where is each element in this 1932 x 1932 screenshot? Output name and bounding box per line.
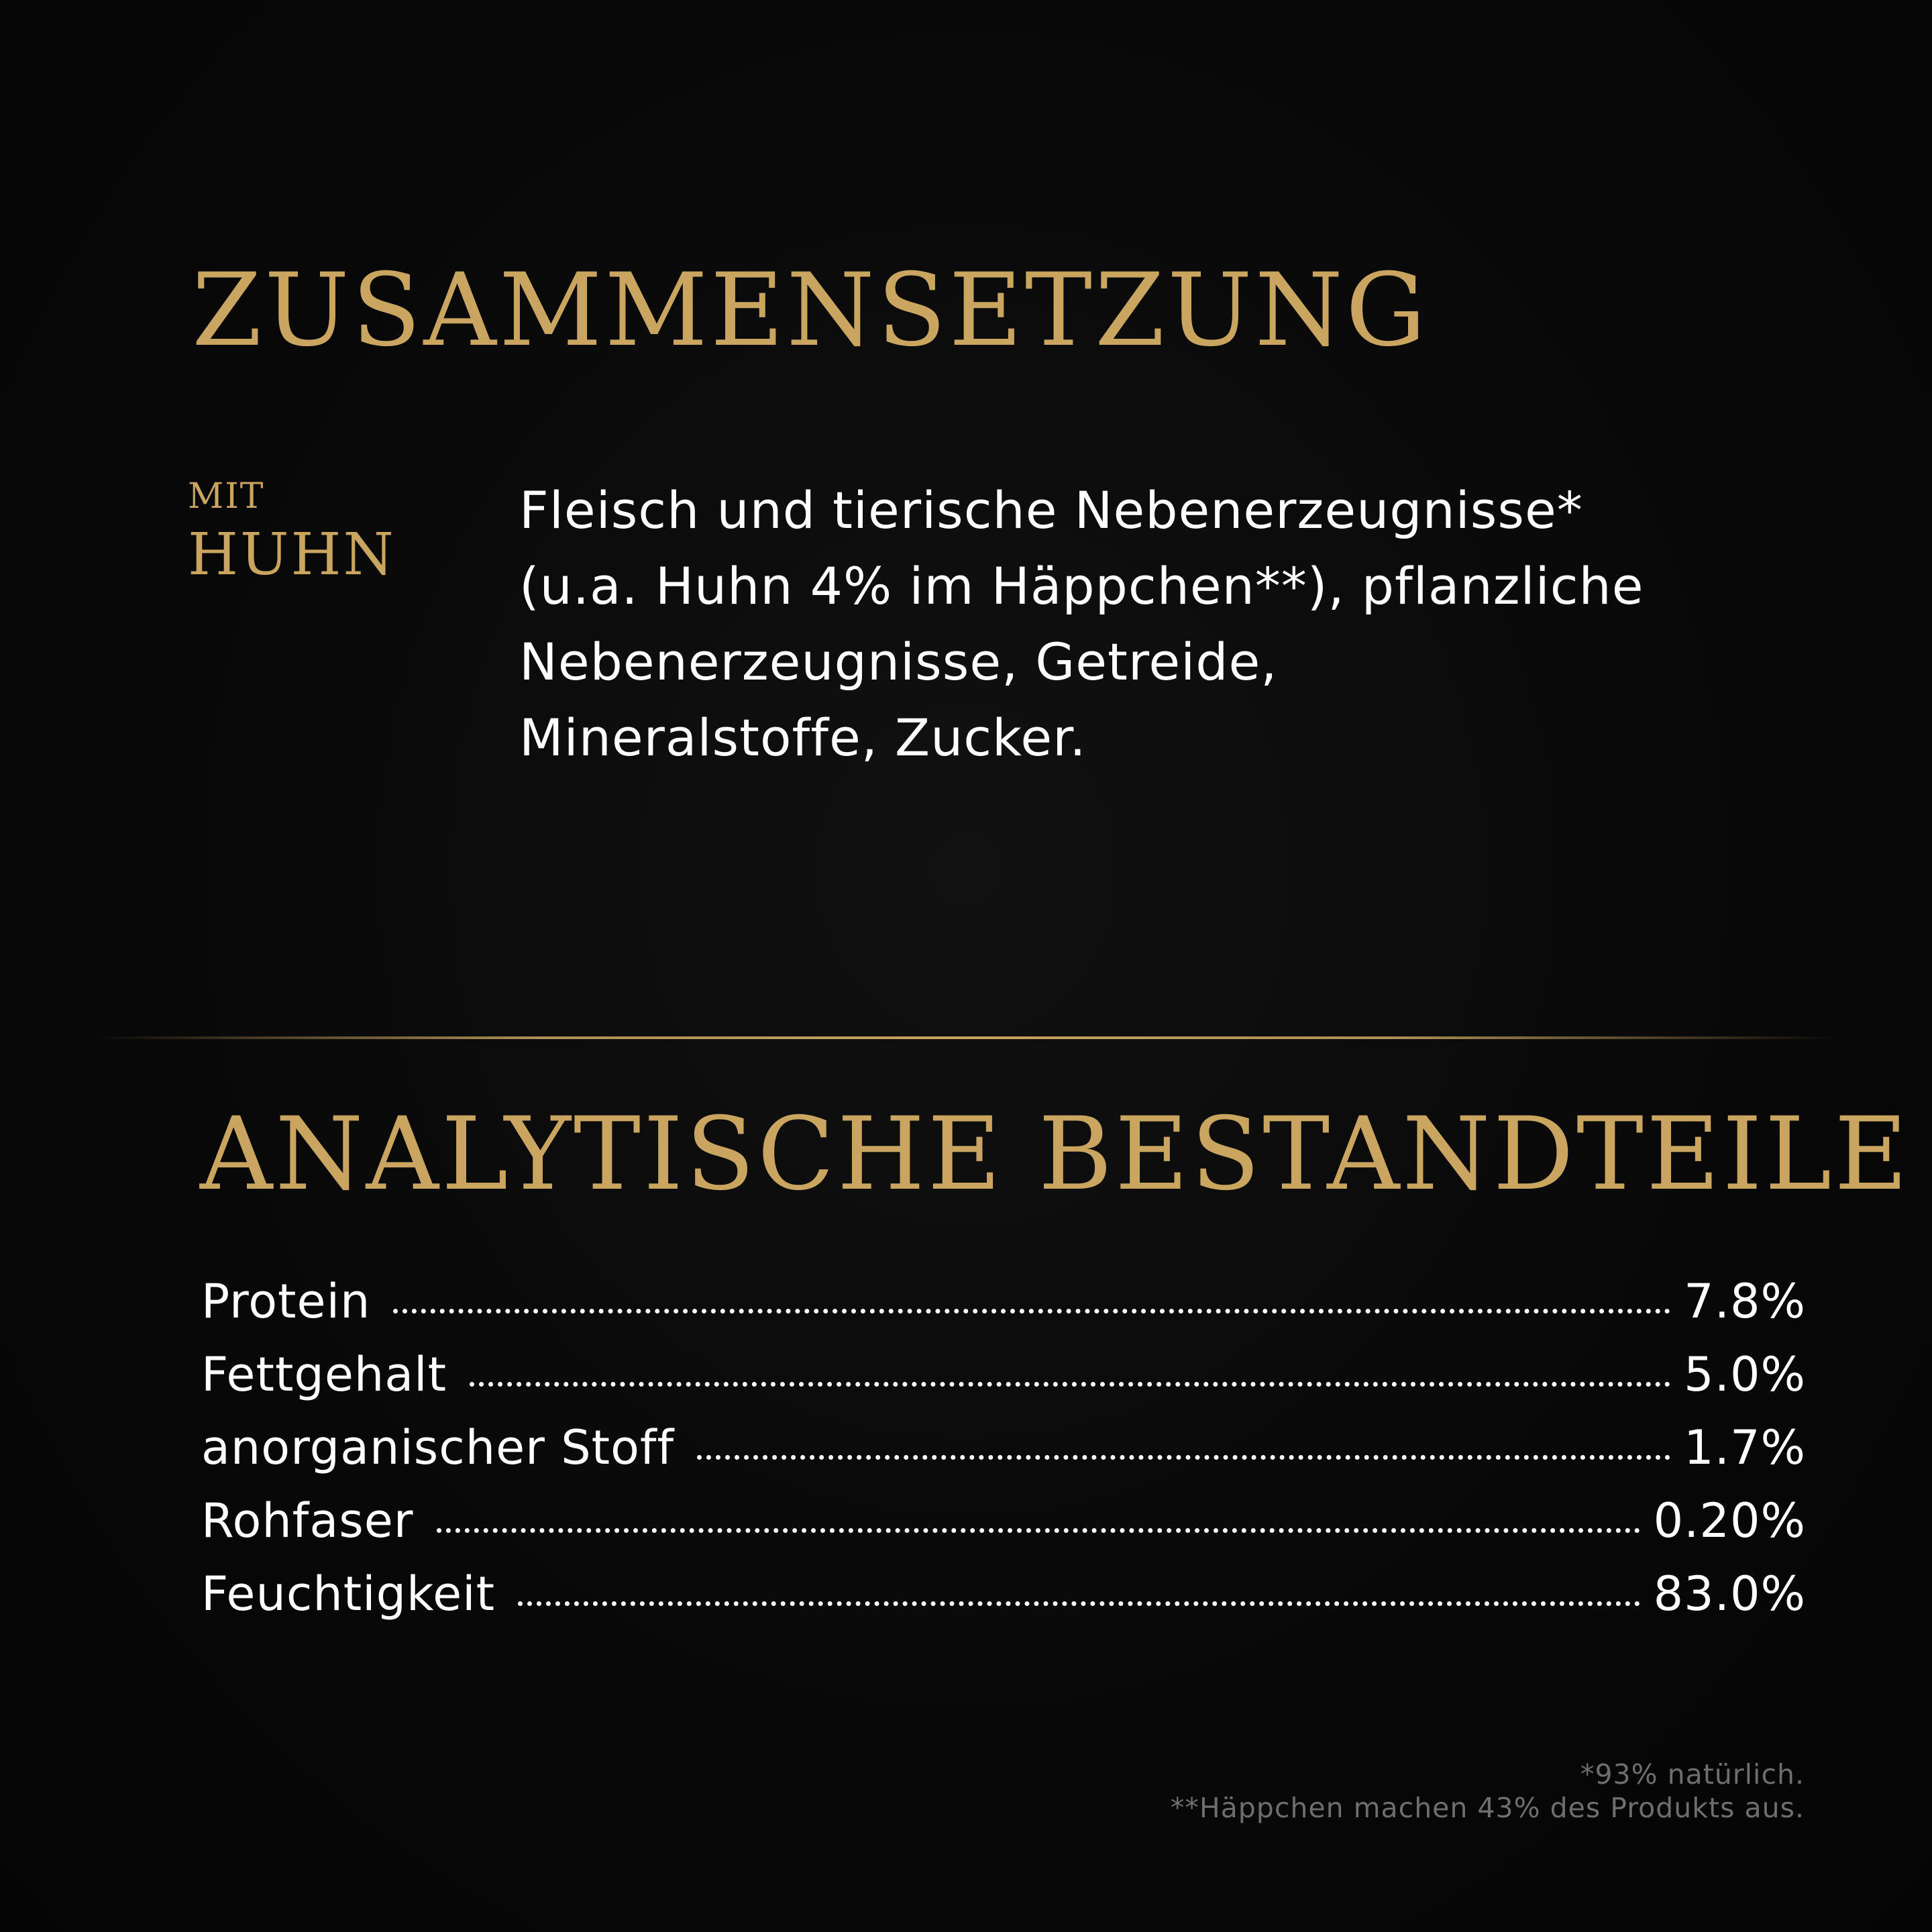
dot-leader [518, 1601, 1640, 1606]
dot-leader [393, 1309, 1670, 1313]
ingredients-line: (u.a. Huhn 4% im Häppchen**), pflanzliche [519, 556, 1644, 616]
composition-heading: ZUSAMMENSETZUNG [192, 252, 1429, 369]
nutrient-row [201, 1338, 1806, 1411]
nutrient-value: 83.0% [1653, 1566, 1806, 1621]
nutrient-label: Protein [201, 1274, 371, 1329]
dot-leader [470, 1382, 1670, 1387]
nutrient-row [201, 1558, 1806, 1631]
nutrient-row [201, 1265, 1806, 1338]
variant-name: HUHN [188, 521, 396, 588]
variant-prefix: MIT [188, 476, 265, 517]
dot-leader [697, 1455, 1670, 1460]
variant-label [188, 476, 396, 588]
footnote: *93% natürlich. [1580, 1758, 1805, 1790]
footnote: **Häppchen machen 43% des Produkts aus. [1170, 1792, 1805, 1824]
nutrient-label: Fettgehalt [201, 1347, 447, 1402]
ingredients-line: Mineralstoffe, Zucker. [519, 708, 1087, 767]
ingredients-text [519, 472, 1834, 775]
nutrient-label: Feuchtigkeit [201, 1566, 496, 1621]
nutrient-value: 0.20% [1653, 1493, 1806, 1548]
nutrient-value: 1.7% [1684, 1420, 1806, 1475]
analytics-heading: ANALYTISCHE BESTANDTEILE [200, 1096, 1911, 1213]
dot-leader [437, 1528, 1640, 1533]
footnotes [1171, 1758, 1805, 1825]
ingredients-line: Nebenerzeugnisse, Getreide, [519, 632, 1278, 692]
nutrient-label: anorganischer Stoff [201, 1420, 675, 1475]
nutrient-row [201, 1411, 1806, 1485]
nutrient-row [201, 1485, 1806, 1558]
nutrient-list [201, 1265, 1806, 1631]
nutrient-label: Rohfaser [201, 1493, 414, 1548]
nutrient-value: 7.8% [1684, 1274, 1806, 1329]
section-divider [94, 1036, 1838, 1039]
nutrient-value: 5.0% [1684, 1347, 1806, 1402]
ingredients-line: Fleisch und tierische Nebenerzeugnisse* [519, 480, 1583, 540]
